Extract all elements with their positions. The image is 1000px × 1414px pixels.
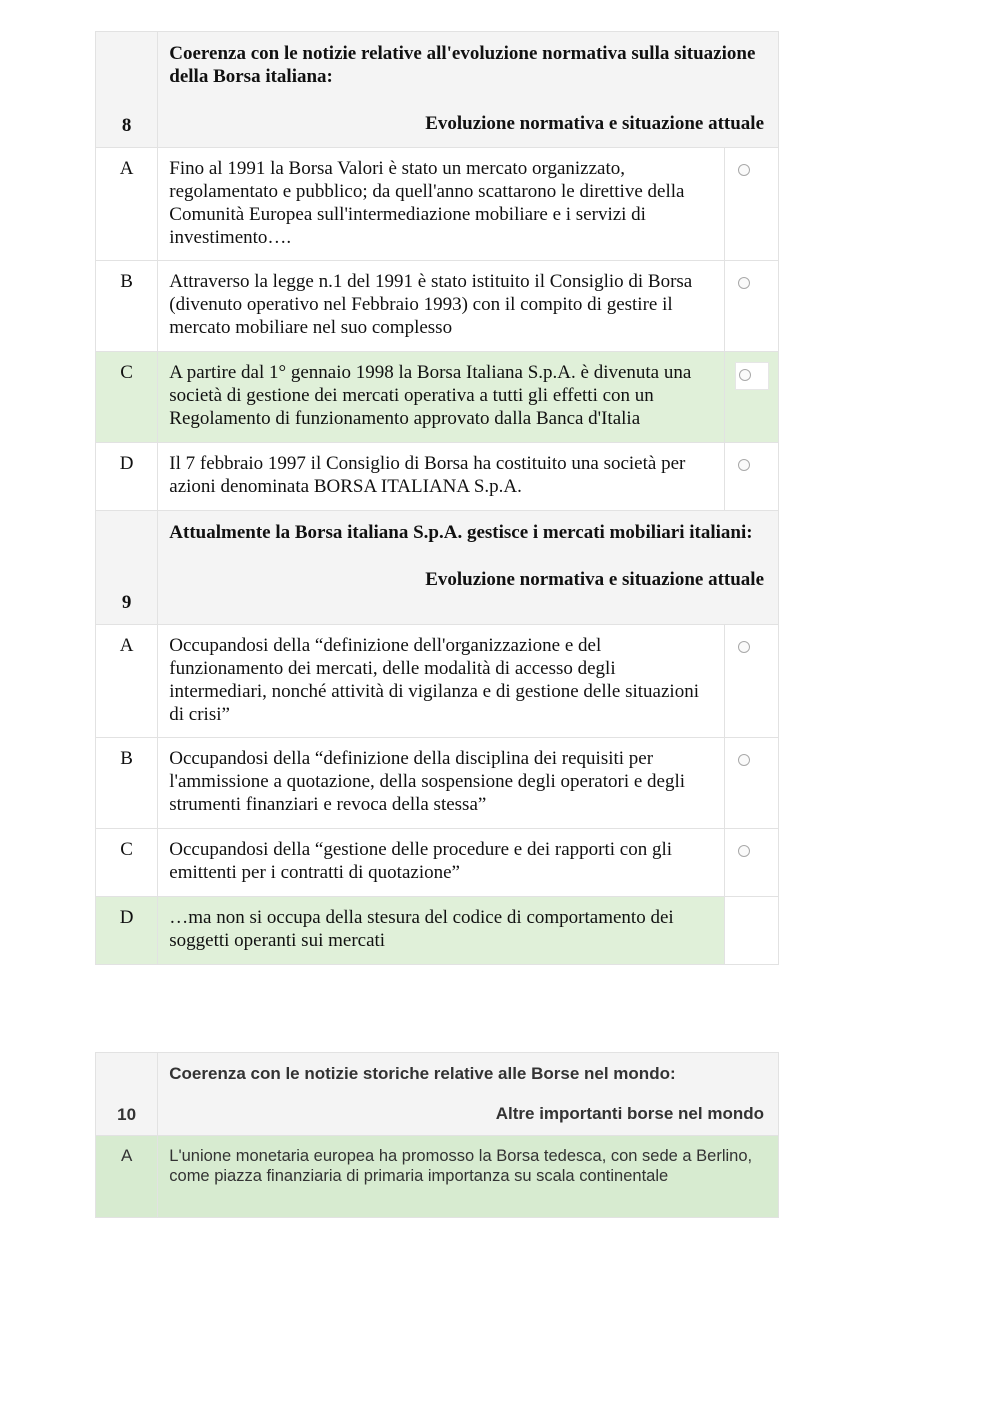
question-header-content [158,511,779,625]
question-header-content [158,1053,779,1136]
answer-radio-cell [724,897,778,965]
question-title: Attualmente la Borsa italiana S.p.A. gestisce i mercati mobiliari italiani: [169,522,753,543]
answer-row-correct [96,352,779,443]
radio-button[interactable] [738,641,750,653]
answer-letter: D [96,897,158,965]
radio-button[interactable] [738,164,750,176]
answer-text: Occupandosi della “gestione delle procedure e dei rapporti con gli emittenti per i contratti di quotazione” [158,829,724,897]
answer-text: Occupandosi della “definizione dell'organizzazione e del funzionamento dei mercati, delle modalità di accesso degli intermediari, nonché attività di vigilanza e di gestione delle situazioni di crisi” [158,625,724,738]
question-title: Coerenza con le notizie storiche relative alle Borse nel mondo: [169,1064,676,1083]
radio-button[interactable] [738,754,750,766]
question-number: 8 [96,32,158,148]
answer-letter: B [96,261,158,352]
quiz-table-sans [95,1052,779,1218]
answer-row-correct [96,1136,779,1218]
radio-button[interactable] [738,277,750,289]
answer-letter: A [96,148,158,261]
question-header [96,1053,779,1136]
answer-radio-cell [724,352,778,443]
answer-text: Attraverso la legge n.1 del 1991 è stato istituito il Consiglio di Borsa (divenuto operativo nel Febbraio 1993) con il compito di gestire il mercato mobiliare nel suo complesso [158,261,724,352]
answer-row [96,261,779,352]
question-title: Coerenza con le notizie relative all'evoluzione normativa sulla situazione della Borsa italiana: [169,43,756,87]
question-number: 9 [96,511,158,625]
answer-letter: D [96,443,158,511]
question-category: Evoluzione normativa e situazione attuale [425,113,764,134]
answer-radio-cell [724,148,778,261]
question-category: Altre importanti borse nel mondo [495,1104,764,1123]
answer-letter: C [96,829,158,897]
answer-letter: C [96,352,158,443]
quiz-table-serif [95,31,779,965]
question-category: Evoluzione normativa e situazione attuale [425,569,764,590]
answer-letter: A [96,1136,158,1218]
answer-row [96,829,779,897]
question-number: 10 [96,1053,158,1136]
answer-letter: B [96,738,158,829]
radio-box [735,362,769,390]
answer-row [96,738,779,829]
answer-row [96,625,779,738]
answer-radio-cell [724,443,778,511]
answer-text: L'unione monetaria europea ha promosso la Borsa tedesca, con sede a Berlino, come piazza finanziaria di primaria importanza su scala continentale [158,1136,779,1218]
answer-text: Occupandosi della “definizione della disciplina dei requisiti per l'ammissione a quotazione, della sospensione degli operatori e degli strumenti finanziari e revoca della stessa” [158,738,724,829]
answer-text: …ma non si occupa della stesura del codice di comportamento dei soggetti operanti sui mercati [158,897,724,965]
answer-letter: A [96,625,158,738]
answer-radio-cell [724,261,778,352]
answer-radio-cell [724,829,778,897]
answer-row [96,148,779,261]
answer-radio-cell [724,625,778,738]
question-header [96,511,779,625]
answer-text: Fino al 1991 la Borsa Valori è stato un mercato organizzato, regolamentato e pubblico; da quell'anno scattarono le direttive della Comunità Europea sull'intermediazione mobiliare e i servizi di investimento…. [158,148,724,261]
radio-button[interactable] [739,369,751,381]
question-header-content [158,32,779,148]
radio-button[interactable] [738,845,750,857]
answer-row [96,443,779,511]
question-header [96,32,779,148]
answer-row-correct [96,897,779,965]
answer-radio-cell [724,738,778,829]
radio-button[interactable] [738,459,750,471]
answer-text: A partire dal 1° gennaio 1998 la Borsa Italiana S.p.A. è divenuta una società di gestione dei mercati operativa a tutti gli effetti con un Regolamento di funzionamento approvato dalla Banca d'Italia [158,352,724,443]
answer-text: Il 7 febbraio 1997 il Consiglio di Borsa ha costituito una società per azioni denominata BORSA ITALIANA S.p.A. [158,443,724,511]
